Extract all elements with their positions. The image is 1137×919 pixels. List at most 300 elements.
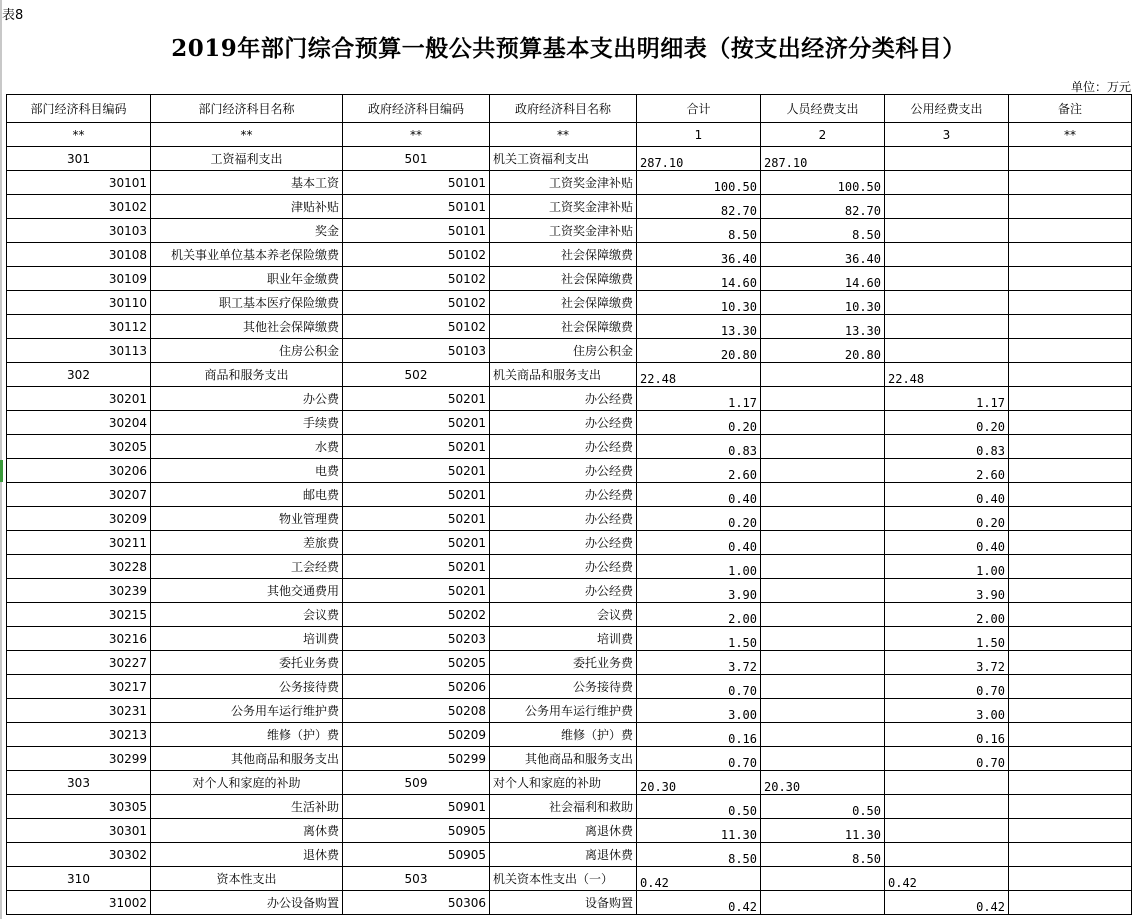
gov-code-cell[interactable]: 50201	[343, 579, 490, 603]
dept-name-cell[interactable]: 对个人和家庭的补助	[151, 771, 343, 795]
dept-name-cell[interactable]: 离休费	[151, 819, 343, 843]
gov-name-cell[interactable]: 工资奖金津补贴	[490, 195, 637, 219]
gov-code-cell[interactable]: 50101	[343, 171, 490, 195]
gov-code-cell[interactable]: 50905	[343, 843, 490, 867]
table-row	[7, 435, 1132, 459]
table-row	[7, 531, 1132, 555]
note-cell[interactable]	[1009, 507, 1132, 531]
personnel-cell[interactable]	[761, 675, 885, 699]
total-cell[interactable]: 22.48	[637, 363, 761, 387]
header-gov-name[interactable]: 政府经济科目名称	[490, 95, 637, 123]
total-cell[interactable]: 0.16	[637, 723, 761, 747]
note-cell[interactable]	[1009, 195, 1132, 219]
dept-name-cell[interactable]: 其他社会保障缴费	[151, 315, 343, 339]
header-dept-name[interactable]: 部门经济科目名称	[151, 95, 343, 123]
gov-name-cell[interactable]: 对个人和家庭的补助	[490, 771, 637, 795]
dept-name-cell[interactable]: 工资福利支出	[151, 147, 343, 171]
table-row	[7, 699, 1132, 723]
dept-code-cell[interactable]: 30227	[7, 651, 151, 675]
gov-name-cell[interactable]: 离退休费	[490, 819, 637, 843]
index-cell[interactable]: 1	[637, 123, 761, 147]
index-cell[interactable]: **	[490, 123, 637, 147]
total-cell[interactable]: 1.17	[637, 387, 761, 411]
dept-name-cell[interactable]: 会议费	[151, 603, 343, 627]
table-row	[7, 291, 1132, 315]
personnel-cell[interactable]	[761, 627, 885, 651]
dept-code-cell[interactable]: 310	[7, 867, 151, 891]
dept-name-cell[interactable]: 手续费	[151, 411, 343, 435]
note-cell[interactable]	[1009, 675, 1132, 699]
public-cell[interactable]: 0.70	[885, 675, 1009, 699]
note-cell[interactable]	[1009, 555, 1132, 579]
note-cell[interactable]	[1009, 819, 1132, 843]
total-cell[interactable]: 0.83	[637, 435, 761, 459]
note-cell[interactable]	[1009, 291, 1132, 315]
total-cell[interactable]: 20.80	[637, 339, 761, 363]
gov-name-cell[interactable]: 办公经费	[490, 435, 637, 459]
note-cell[interactable]	[1009, 603, 1132, 627]
gov-name-cell[interactable]: 委托业务费	[490, 651, 637, 675]
personnel-cell[interactable]: 0.50	[761, 795, 885, 819]
gov-name-cell[interactable]: 公务用车运行维护费	[490, 699, 637, 723]
dept-code-cell[interactable]: 30301	[7, 819, 151, 843]
personnel-cell[interactable]	[761, 483, 885, 507]
index-cell[interactable]: 3	[885, 123, 1009, 147]
note-cell[interactable]	[1009, 723, 1132, 747]
note-cell[interactable]	[1009, 171, 1132, 195]
public-cell[interactable]: 0.40	[885, 531, 1009, 555]
dept-code-cell[interactable]: 30201	[7, 387, 151, 411]
table-row	[7, 387, 1132, 411]
dept-name-cell[interactable]: 住房公积金	[151, 339, 343, 363]
dept-name-cell[interactable]: 培训费	[151, 627, 343, 651]
total-cell[interactable]: 0.70	[637, 747, 761, 771]
note-cell[interactable]	[1009, 459, 1132, 483]
personnel-cell[interactable]	[761, 603, 885, 627]
note-cell[interactable]	[1009, 387, 1132, 411]
total-cell[interactable]: 0.70	[637, 675, 761, 699]
gov-code-cell[interactable]: 50102	[343, 315, 490, 339]
public-cell[interactable]: 0.20	[885, 411, 1009, 435]
note-cell[interactable]	[1009, 243, 1132, 267]
total-cell[interactable]: 0.42	[637, 867, 761, 891]
total-cell[interactable]: 0.50	[637, 795, 761, 819]
total-cell[interactable]: 0.40	[637, 531, 761, 555]
note-cell[interactable]	[1009, 483, 1132, 507]
gov-name-cell[interactable]: 社会保障缴费	[490, 243, 637, 267]
gov-name-cell[interactable]: 维修（护）费	[490, 723, 637, 747]
dept-code-cell[interactable]: 30205	[7, 435, 151, 459]
total-cell[interactable]: 36.40	[637, 243, 761, 267]
header-dept-code[interactable]: 部门经济科目编码	[7, 95, 151, 123]
personnel-cell[interactable]: 20.80	[761, 339, 885, 363]
dept-code-cell[interactable]: 30231	[7, 699, 151, 723]
note-cell[interactable]	[1009, 699, 1132, 723]
total-cell[interactable]: 20.30	[637, 771, 761, 795]
personnel-cell[interactable]	[761, 651, 885, 675]
dept-name-cell[interactable]: 电费	[151, 459, 343, 483]
personnel-cell[interactable]: 287.10	[761, 147, 885, 171]
public-cell[interactable]	[885, 339, 1009, 363]
gov-name-cell[interactable]: 设备购置	[490, 891, 637, 915]
table-row	[7, 603, 1132, 627]
header-row	[7, 95, 1132, 123]
dept-name-cell[interactable]: 公务接待费	[151, 675, 343, 699]
dept-name-cell[interactable]: 委托业务费	[151, 651, 343, 675]
dept-code-cell[interactable]: 31002	[7, 891, 151, 915]
gov-name-cell[interactable]: 工资奖金津补贴	[490, 219, 637, 243]
gov-name-cell[interactable]: 办公经费	[490, 579, 637, 603]
personnel-cell[interactable]	[761, 459, 885, 483]
table-row	[7, 747, 1132, 771]
gov-name-cell[interactable]: 办公经费	[490, 411, 637, 435]
public-cell[interactable]	[885, 819, 1009, 843]
gov-name-cell[interactable]: 培训费	[490, 627, 637, 651]
dept-name-cell[interactable]: 奖金	[151, 219, 343, 243]
public-cell[interactable]: 1.00	[885, 555, 1009, 579]
gov-code-cell[interactable]: 50201	[343, 411, 490, 435]
dept-code-cell[interactable]: 30215	[7, 603, 151, 627]
dept-code-cell[interactable]: 30211	[7, 531, 151, 555]
personnel-cell[interactable]: 14.60	[761, 267, 885, 291]
gov-code-cell[interactable]: 50901	[343, 795, 490, 819]
personnel-cell[interactable]	[761, 507, 885, 531]
dept-name-cell[interactable]: 物业管理费	[151, 507, 343, 531]
dept-name-cell[interactable]: 资本性支出	[151, 867, 343, 891]
personnel-cell[interactable]	[761, 579, 885, 603]
public-cell[interactable]: 0.70	[885, 747, 1009, 771]
public-cell[interactable]	[885, 171, 1009, 195]
personnel-cell[interactable]: 11.30	[761, 819, 885, 843]
personnel-cell[interactable]: 82.70	[761, 195, 885, 219]
dept-name-cell[interactable]: 差旅费	[151, 531, 343, 555]
gov-code-cell[interactable]: 50201	[343, 459, 490, 483]
total-cell[interactable]: 14.60	[637, 267, 761, 291]
total-cell[interactable]: 82.70	[637, 195, 761, 219]
gov-name-cell[interactable]: 机关商品和服务支出	[490, 363, 637, 387]
table-row	[7, 891, 1132, 915]
gov-code-cell[interactable]: 50208	[343, 699, 490, 723]
public-cell[interactable]: 0.20	[885, 507, 1009, 531]
gov-code-cell[interactable]: 50102	[343, 267, 490, 291]
personnel-cell[interactable]: 8.50	[761, 219, 885, 243]
gov-code-cell[interactable]: 50201	[343, 531, 490, 555]
total-cell[interactable]: 1.00	[637, 555, 761, 579]
gov-code-cell[interactable]: 50201	[343, 435, 490, 459]
dept-code-cell[interactable]: 30239	[7, 579, 151, 603]
dept-code-cell[interactable]: 302	[7, 363, 151, 387]
personnel-cell[interactable]	[761, 723, 885, 747]
note-cell[interactable]	[1009, 363, 1132, 387]
table-row	[7, 267, 1132, 291]
gov-name-cell[interactable]: 离退休费	[490, 843, 637, 867]
note-cell[interactable]	[1009, 627, 1132, 651]
dept-code-cell[interactable]: 30305	[7, 795, 151, 819]
unit-label: 单位：万元	[1070, 80, 1131, 94]
note-cell[interactable]	[1009, 891, 1132, 915]
personnel-cell[interactable]	[761, 411, 885, 435]
public-cell[interactable]: 3.90	[885, 579, 1009, 603]
public-cell[interactable]	[885, 195, 1009, 219]
public-cell[interactable]: 1.17	[885, 387, 1009, 411]
dept-code-cell[interactable]: 301	[7, 147, 151, 171]
gov-code-cell[interactable]: 50102	[343, 243, 490, 267]
public-cell[interactable]: 0.40	[885, 483, 1009, 507]
table-row	[7, 195, 1132, 219]
page-title: 2019年部门综合预算一般公共预算基本支出明细表（按支出经济分类科目）	[171, 35, 966, 62]
personnel-cell[interactable]	[761, 435, 885, 459]
personnel-cell[interactable]: 13.30	[761, 315, 885, 339]
public-cell[interactable]	[885, 267, 1009, 291]
public-cell[interactable]	[885, 315, 1009, 339]
total-cell[interactable]: 2.60	[637, 459, 761, 483]
note-cell[interactable]	[1009, 771, 1132, 795]
header-public[interactable]: 公用经费支出	[885, 95, 1009, 123]
total-cell[interactable]: 3.90	[637, 579, 761, 603]
total-cell[interactable]: 0.20	[637, 507, 761, 531]
dept-name-cell[interactable]: 津贴补贴	[151, 195, 343, 219]
total-cell[interactable]: 8.50	[637, 843, 761, 867]
public-cell[interactable]: 22.48	[885, 363, 1009, 387]
dept-code-cell[interactable]: 30216	[7, 627, 151, 651]
dept-code-cell[interactable]: 30110	[7, 291, 151, 315]
personnel-cell[interactable]: 20.30	[761, 771, 885, 795]
table-row	[7, 243, 1132, 267]
dept-code-cell[interactable]: 30206	[7, 459, 151, 483]
note-cell[interactable]	[1009, 651, 1132, 675]
dept-name-cell[interactable]: 其他交通费用	[151, 579, 343, 603]
total-cell[interactable]: 287.10	[637, 147, 761, 171]
gov-name-cell[interactable]: 办公经费	[490, 459, 637, 483]
gov-code-cell[interactable]: 50203	[343, 627, 490, 651]
dept-name-cell[interactable]: 商品和服务支出	[151, 363, 343, 387]
table-row	[7, 339, 1132, 363]
personnel-cell[interactable]	[761, 363, 885, 387]
public-cell[interactable]	[885, 843, 1009, 867]
dept-name-cell[interactable]: 维修（护）费	[151, 723, 343, 747]
gov-code-cell[interactable]: 50202	[343, 603, 490, 627]
total-cell[interactable]: 2.00	[637, 603, 761, 627]
dept-code-cell[interactable]: 30207	[7, 483, 151, 507]
note-cell[interactable]	[1009, 339, 1132, 363]
total-cell[interactable]: 10.30	[637, 291, 761, 315]
note-cell[interactable]	[1009, 147, 1132, 171]
dept-name-cell[interactable]: 职业年金缴费	[151, 267, 343, 291]
dept-name-cell[interactable]: 办公费	[151, 387, 343, 411]
dept-name-cell[interactable]: 生活补助	[151, 795, 343, 819]
dept-code-cell[interactable]: 30112	[7, 315, 151, 339]
gov-code-cell[interactable]: 503	[343, 867, 490, 891]
dept-code-cell[interactable]: 30213	[7, 723, 151, 747]
gov-code-cell[interactable]: 50101	[343, 219, 490, 243]
gov-code-cell[interactable]: 50306	[343, 891, 490, 915]
personnel-cell[interactable]	[761, 699, 885, 723]
public-cell[interactable]	[885, 219, 1009, 243]
note-cell[interactable]	[1009, 435, 1132, 459]
table-row	[7, 723, 1132, 747]
table-row	[7, 627, 1132, 651]
header-personnel[interactable]: 人员经费支出	[761, 95, 885, 123]
total-cell[interactable]: 100.50	[637, 171, 761, 195]
gov-code-cell[interactable]: 50101	[343, 195, 490, 219]
gov-name-cell[interactable]: 办公经费	[490, 387, 637, 411]
personnel-cell[interactable]: 8.50	[761, 843, 885, 867]
personnel-cell[interactable]	[761, 387, 885, 411]
table-row	[7, 315, 1132, 339]
dept-name-cell[interactable]: 退休费	[151, 843, 343, 867]
public-cell[interactable]	[885, 291, 1009, 315]
note-cell[interactable]	[1009, 267, 1132, 291]
dept-name-cell[interactable]: 其他商品和服务支出	[151, 747, 343, 771]
dept-name-cell[interactable]: 基本工资	[151, 171, 343, 195]
public-cell[interactable]: 1.50	[885, 627, 1009, 651]
gov-code-cell[interactable]: 50201	[343, 507, 490, 531]
personnel-cell[interactable]	[761, 747, 885, 771]
gov-code-cell[interactable]: 50205	[343, 651, 490, 675]
gov-code-cell[interactable]: 50209	[343, 723, 490, 747]
note-cell[interactable]	[1009, 747, 1132, 771]
public-cell[interactable]: 0.16	[885, 723, 1009, 747]
budget-table	[6, 94, 1132, 915]
dept-code-cell[interactable]: 30209	[7, 507, 151, 531]
dept-name-cell[interactable]: 邮电费	[151, 483, 343, 507]
dept-code-cell[interactable]: 30101	[7, 171, 151, 195]
dept-code-cell[interactable]: 30113	[7, 339, 151, 363]
total-cell[interactable]: 8.50	[637, 219, 761, 243]
gov-name-cell[interactable]: 办公经费	[490, 507, 637, 531]
note-cell[interactable]	[1009, 579, 1132, 603]
gov-name-cell[interactable]: 社会保障缴费	[490, 291, 637, 315]
gov-name-cell[interactable]: 其他商品和服务支出	[490, 747, 637, 771]
note-cell[interactable]	[1009, 843, 1132, 867]
gov-code-cell[interactable]: 50201	[343, 483, 490, 507]
public-cell[interactable]: 0.83	[885, 435, 1009, 459]
header-total[interactable]: 合计	[637, 95, 761, 123]
dept-code-cell[interactable]: 30102	[7, 195, 151, 219]
total-cell[interactable]: 3.72	[637, 651, 761, 675]
dept-name-cell[interactable]: 办公设备购置	[151, 891, 343, 915]
gov-name-cell[interactable]: 办公经费	[490, 555, 637, 579]
gov-name-cell[interactable]: 办公经费	[490, 531, 637, 555]
gov-name-cell[interactable]: 机关工资福利支出	[490, 147, 637, 171]
dept-code-cell[interactable]: 30109	[7, 267, 151, 291]
gov-code-cell[interactable]: 50201	[343, 387, 490, 411]
header-gov-code[interactable]: 政府经济科目编码	[343, 95, 490, 123]
gov-name-cell[interactable]: 社会保障缴费	[490, 315, 637, 339]
personnel-cell[interactable]	[761, 867, 885, 891]
personnel-cell[interactable]: 100.50	[761, 171, 885, 195]
gov-name-cell[interactable]: 办公经费	[490, 483, 637, 507]
index-cell[interactable]: 2	[761, 123, 885, 147]
note-cell[interactable]	[1009, 867, 1132, 891]
dept-code-cell[interactable]: 30108	[7, 243, 151, 267]
gov-code-cell[interactable]: 509	[343, 771, 490, 795]
index-cell[interactable]: **	[151, 123, 343, 147]
note-cell[interactable]	[1009, 315, 1132, 339]
total-cell[interactable]: 0.40	[637, 483, 761, 507]
index-cell[interactable]: **	[343, 123, 490, 147]
dept-code-cell[interactable]: 30228	[7, 555, 151, 579]
dept-code-cell[interactable]: 30217	[7, 675, 151, 699]
public-cell[interactable]: 2.60	[885, 459, 1009, 483]
table-row	[7, 651, 1132, 675]
table-row	[7, 219, 1132, 243]
note-cell[interactable]	[1009, 219, 1132, 243]
gov-name-cell[interactable]: 公务接待费	[490, 675, 637, 699]
public-cell[interactable]	[885, 771, 1009, 795]
personnel-cell[interactable]	[761, 531, 885, 555]
public-cell[interactable]	[885, 243, 1009, 267]
gov-name-cell[interactable]: 机关资本性支出（一）	[490, 867, 637, 891]
dept-name-cell[interactable]: 水费	[151, 435, 343, 459]
gov-code-cell[interactable]: 50206	[343, 675, 490, 699]
index-cell[interactable]: **	[1009, 123, 1132, 147]
personnel-cell[interactable]	[761, 555, 885, 579]
total-cell[interactable]: 0.42	[637, 891, 761, 915]
gov-name-cell[interactable]: 会议费	[490, 603, 637, 627]
total-cell[interactable]: 13.30	[637, 315, 761, 339]
note-cell[interactable]	[1009, 411, 1132, 435]
public-cell[interactable]	[885, 147, 1009, 171]
table-row	[7, 459, 1132, 483]
dept-name-cell[interactable]: 工会经费	[151, 555, 343, 579]
dept-name-cell[interactable]: 公务用车运行维护费	[151, 699, 343, 723]
dept-name-cell[interactable]: 机关事业单位基本养老保险缴费	[151, 243, 343, 267]
table-row	[7, 843, 1132, 867]
dept-code-cell[interactable]: 30302	[7, 843, 151, 867]
table-row	[7, 579, 1132, 603]
gov-name-cell[interactable]: 工资奖金津补贴	[490, 171, 637, 195]
gov-code-cell[interactable]: 50103	[343, 339, 490, 363]
gov-name-cell[interactable]: 社会福利和救助	[490, 795, 637, 819]
dept-code-cell[interactable]: 303	[7, 771, 151, 795]
personnel-cell[interactable]: 10.30	[761, 291, 885, 315]
table-row	[7, 411, 1132, 435]
total-cell[interactable]: 1.50	[637, 627, 761, 651]
table-row	[7, 555, 1132, 579]
personnel-cell[interactable]	[761, 891, 885, 915]
total-cell[interactable]: 11.30	[637, 819, 761, 843]
gov-code-cell[interactable]: 501	[343, 147, 490, 171]
public-cell[interactable]: 0.42	[885, 867, 1009, 891]
index-cell[interactable]: **	[7, 123, 151, 147]
header-note[interactable]: 备注	[1009, 95, 1132, 123]
gov-code-cell[interactable]: 50905	[343, 819, 490, 843]
dept-name-cell[interactable]: 职工基本医疗保险缴费	[151, 291, 343, 315]
total-cell[interactable]: 0.20	[637, 411, 761, 435]
dept-code-cell[interactable]: 30204	[7, 411, 151, 435]
category-row	[7, 147, 1132, 171]
table-row	[7, 819, 1132, 843]
public-cell[interactable]: 3.72	[885, 651, 1009, 675]
gov-code-cell[interactable]: 50299	[343, 747, 490, 771]
gov-code-cell[interactable]: 50102	[343, 291, 490, 315]
public-cell[interactable]: 2.00	[885, 603, 1009, 627]
total-cell[interactable]: 3.00	[637, 699, 761, 723]
public-cell[interactable]: 0.42	[885, 891, 1009, 915]
public-cell[interactable]: 3.00	[885, 699, 1009, 723]
dept-code-cell[interactable]: 30103	[7, 219, 151, 243]
gov-name-cell[interactable]: 社会保障缴费	[490, 267, 637, 291]
public-cell[interactable]	[885, 795, 1009, 819]
personnel-cell[interactable]: 36.40	[761, 243, 885, 267]
gov-code-cell[interactable]: 502	[343, 363, 490, 387]
gov-name-cell[interactable]: 住房公积金	[490, 339, 637, 363]
dept-code-cell[interactable]: 30299	[7, 747, 151, 771]
gov-code-cell[interactable]: 50201	[343, 555, 490, 579]
note-cell[interactable]	[1009, 531, 1132, 555]
note-cell[interactable]	[1009, 795, 1132, 819]
